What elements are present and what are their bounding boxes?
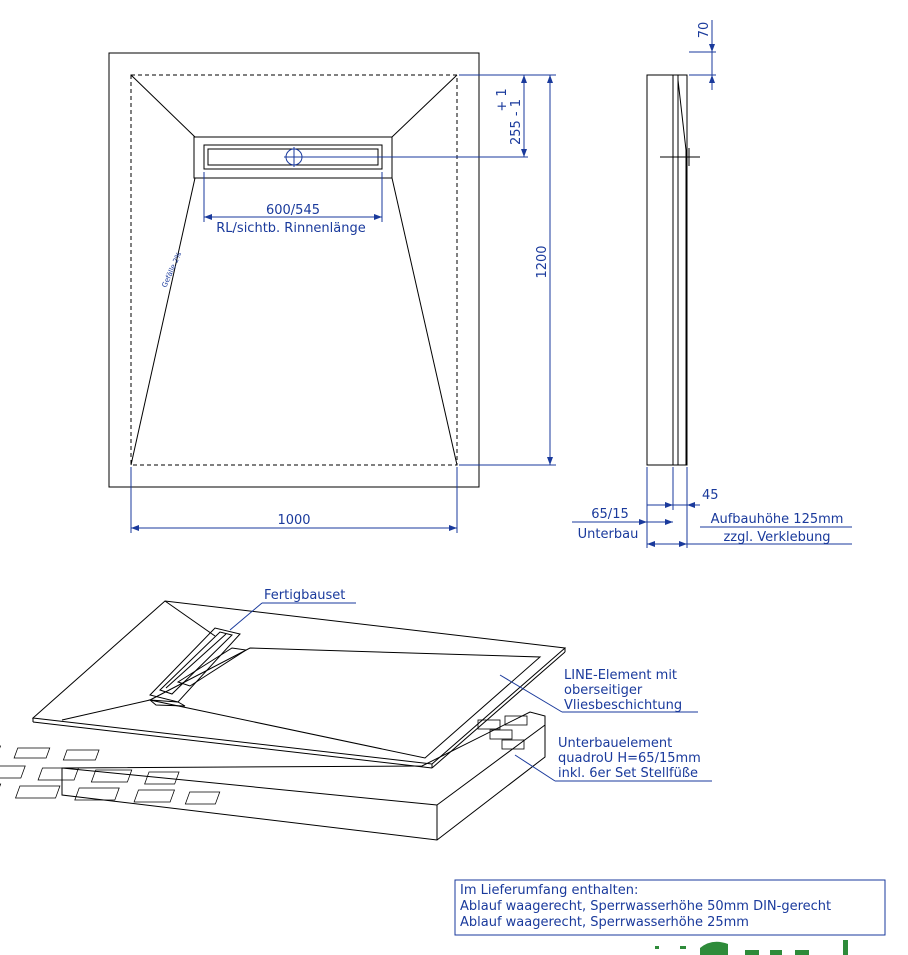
top-dim: 70 xyxy=(697,21,712,39)
info-line-2: Ablauf waagerecht, Sperrwasserhöhe 50mm DIN-gerecht xyxy=(460,899,832,914)
offset-tol: + 1 xyxy=(495,88,510,112)
unterbau-dim: 65/15 xyxy=(591,507,629,522)
dim-45: 45 xyxy=(702,488,719,503)
line-element-line-3: Vliesbeschichtung xyxy=(564,698,683,713)
tray-inner-dashed xyxy=(131,75,457,465)
channel-dim: 600/545 xyxy=(265,203,321,218)
base-grid xyxy=(0,716,527,804)
offset-dim: 255 - 1 xyxy=(509,98,524,146)
tray-inner xyxy=(150,648,540,758)
logo-fragment xyxy=(655,940,848,955)
unterbau-line-3: inkl. 6er Set Stellfüße xyxy=(558,766,699,781)
slope-label: Gefälle 2% xyxy=(160,250,184,289)
unterbau-line-2: quadroU H=65/15mm xyxy=(558,751,701,766)
verkleb-label: zzgl. Verklebung xyxy=(723,530,831,545)
channel-label: RL/sichtb. Rinnenlänge xyxy=(216,221,366,236)
info-line-3: Ablauf waagerecht, Sperrwasserhöhe 25mm xyxy=(460,915,749,930)
info-box xyxy=(455,880,885,935)
unterbau-label: Unterbau xyxy=(577,527,639,542)
line-element-line-1: LINE-Element mit xyxy=(564,668,678,683)
info-line-1: Im Lieferumfang enthalten: xyxy=(460,883,639,898)
unterbau-line-1: Unterbauelement xyxy=(558,736,673,751)
top-view xyxy=(109,53,556,533)
tray-outline xyxy=(109,53,479,487)
width-dim: 1000 xyxy=(277,513,311,528)
height-dim: 1200 xyxy=(535,245,550,279)
side-profile xyxy=(647,75,687,465)
side-view xyxy=(572,20,852,548)
fertigbauset-label: Fertigbauset xyxy=(264,588,346,603)
aufbau-label: Aufbauhöhe 125mm xyxy=(710,512,844,527)
base-block xyxy=(62,712,545,840)
exploded-view xyxy=(0,588,712,840)
tray-plate xyxy=(33,601,565,764)
line-element-line-2: oberseitiger xyxy=(564,683,643,698)
